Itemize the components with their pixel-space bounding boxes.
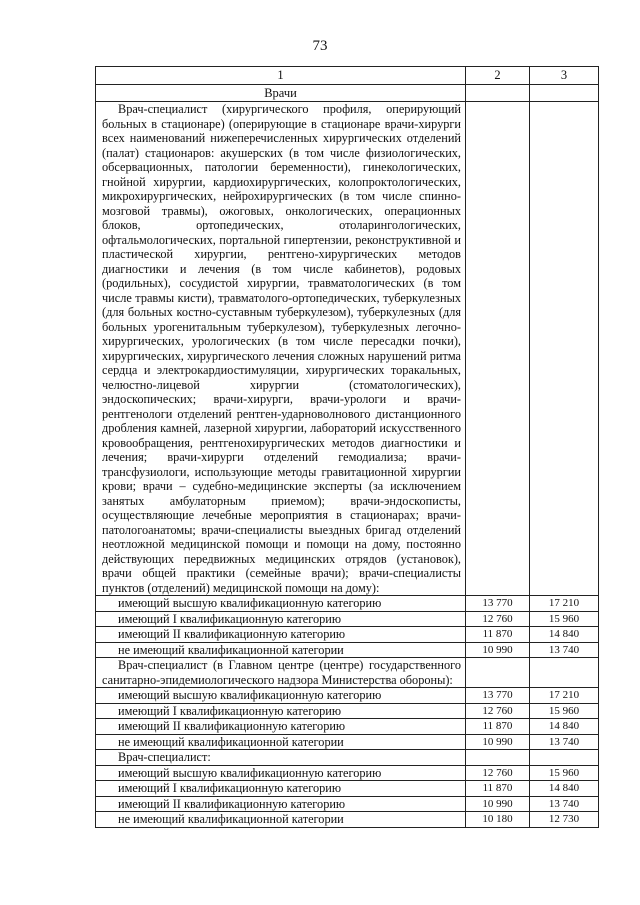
value-col-2: 10 990: [466, 796, 530, 812]
value-col-2: 13 770: [466, 688, 530, 704]
section-title: Врачи: [96, 85, 466, 102]
category-label: имеющий высшую квалификационную категорию: [96, 765, 466, 781]
value-col-2: 13 770: [466, 596, 530, 612]
page-number: 73: [312, 38, 328, 54]
value-col-3: 12 730: [530, 812, 599, 828]
group-title: Врач-специалист (хирургического профиля, оперирующий больных в стационаре) (оперирующие в стационаре врачи-хирурги всех наименований нижеперечисленных хирургических отделений (палат) стационаров: акушерских (в том числе физиологических, обсервационных, патологии беременности), гинекологических, гнойной хирургии, кардиохирургических, колопроктологических, микрохирургических, нейрохирургических (в том числе спинно-мозговой травмы), ожоговых, онкологических, операционных блоков, ортопедических, отоларингологических, офтальмологических, портальной гипертензии, реконструктивной и пластической хирургии, рентгено-хирургических методов диагностики и лечения (в том числе кабинетов), родовых (родильных), сосудистой хирургии, травматологических (в том числе травмы кисти), травматолого-ортопедических, туберкулезных (для больных костно-суставным туберкулезом), туберкулезных (для больных урогенитальным туберкулезом), туберкулезных легочно-хирургических, урологических (в том числе пересадки почки), хирургических, хирургического лечения сложных нарушений ритма сердца и электрокардиостимуляции, хирургических торакальных, челюстно-лицевой хирургии (стоматологических), эндоскопических; врачи-хирурги, врачи-урологи и врачи-рентгенологи отделений рентген-ударноволнового дистанционного дробления камней, лазерной хирургии, лабораторий искусственного кровообращения, рентгенохирургических методов диагностики и лечения; врачи-хирурги отделений гемодиализа; врачи-трансфузиологи, использующие методы гравитационной хирургии крови; врачи – судебно-медицинские эксперты (за исключением занятых амбулаторным приемом); врачи-эндоскописты, осуществляющие лечебные мероприятия в стационарах; врачи-патологоанатомы; врачи-специалисты выездных бригад отделений неотложной медицинской помощи и помощи на дому, постоянно действующих передвижных медицинских отрядов (установок), врачи общей практики (семейные врачи); врачи-специалисты пунктов (отделений) медицинской помощи на дому):: [102, 102, 461, 595]
value-col-3: 13 740: [530, 642, 599, 658]
value-col-2: 12 760: [466, 703, 530, 719]
column-header-3: 3: [530, 67, 599, 85]
category-label: имеющий высшую квалификационную категорию: [96, 688, 466, 704]
group-heading-row: [96, 750, 599, 766]
column-header-1: 1: [96, 67, 466, 85]
table-row: [96, 781, 599, 797]
value-col-2: 10 180: [466, 812, 530, 828]
table-row: [96, 627, 599, 643]
category-label: имеющий I квалификационную категорию: [96, 781, 466, 797]
value-col-3: 13 740: [530, 796, 599, 812]
table-header-row: [96, 67, 599, 85]
value-col-2: 12 760: [466, 611, 530, 627]
table-row: [96, 796, 599, 812]
value-col-2: 11 870: [466, 781, 530, 797]
category-label: не имеющий квалификационной категории: [96, 812, 466, 828]
table-row: [96, 688, 599, 704]
value-col-3: 14 840: [530, 719, 599, 735]
table-row: [96, 812, 599, 828]
category-label: имеющий II квалификационную категорию: [96, 719, 466, 735]
value-col-2: 12 760: [466, 765, 530, 781]
salary-table: [95, 66, 599, 828]
value-col-3: 15 960: [530, 765, 599, 781]
group-title: Врач-специалист:: [118, 750, 211, 764]
column-header-2: 2: [466, 67, 530, 85]
value-col-3: 14 840: [530, 627, 599, 643]
table-row: [96, 611, 599, 627]
value-col-2: 10 990: [466, 642, 530, 658]
value-col-3: 13 740: [530, 734, 599, 750]
category-label: имеющий I квалификационную категорию: [96, 703, 466, 719]
value-col-2: 11 870: [466, 627, 530, 643]
table-row: [96, 596, 599, 612]
table-row: [96, 734, 599, 750]
table-row: [96, 642, 599, 658]
table-row: [96, 703, 599, 719]
group-heading-row: [96, 102, 599, 596]
category-label: не имеющий квалификационной категории: [96, 642, 466, 658]
category-label: имеющий II квалификационную категорию: [96, 627, 466, 643]
value-col-2: 10 990: [466, 734, 530, 750]
table-row: [96, 765, 599, 781]
value-col-3: 17 210: [530, 688, 599, 704]
table-row: [96, 719, 599, 735]
value-col-3: 17 210: [530, 596, 599, 612]
value-col-3: 14 840: [530, 781, 599, 797]
value-col-3: 15 960: [530, 611, 599, 627]
group-heading-row: [96, 658, 599, 688]
category-label: имеющий I квалификационную категорию: [96, 611, 466, 627]
value-col-3: 15 960: [530, 703, 599, 719]
group-title: Врач-специалист (в Главном центре (центре) государственного санитарно-эпидемиологического надзора Министерства обороны):: [102, 658, 461, 687]
category-label: имеющий II квалификационную категорию: [96, 796, 466, 812]
value-col-2: 11 870: [466, 719, 530, 735]
category-label: имеющий высшую квалификационную категорию: [96, 596, 466, 612]
section-row: [96, 85, 599, 102]
category-label: не имеющий квалификационной категории: [96, 734, 466, 750]
